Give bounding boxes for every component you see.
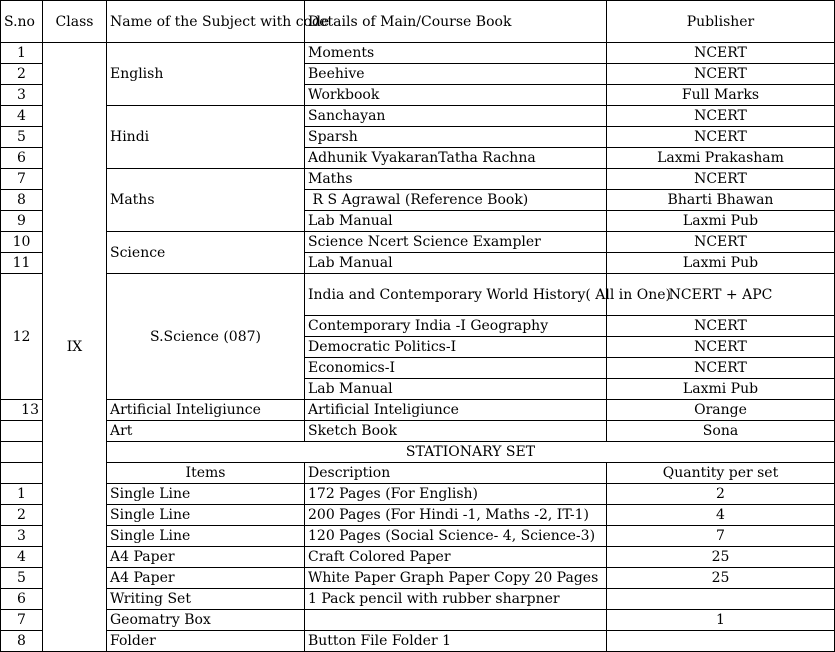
description <box>305 610 607 631</box>
publisher: NCERT + APC <box>607 274 835 316</box>
publisher: Laxmi Pub <box>607 211 835 232</box>
book-title: India and Contemporary World History( All in One) <box>305 274 607 316</box>
description: Craft Colored Paper <box>305 547 607 568</box>
table-row <box>1 505 835 526</box>
class-cell: IX <box>43 43 107 652</box>
row-sno: 2 <box>1 64 43 85</box>
row-sno: 6 <box>1 148 43 169</box>
subject-science: Science <box>107 232 305 274</box>
book-title: Contemporary India -I Geography <box>305 316 607 337</box>
row-sno: 4 <box>1 547 43 568</box>
publisher: Laxmi Prakasham <box>607 148 835 169</box>
subject-sscience: S.Science (087) <box>107 274 305 400</box>
book-title: R S Agrawal (Reference Book) <box>305 190 607 211</box>
row-sno: 1 <box>1 43 43 64</box>
table-row <box>1 547 835 568</box>
row-sno: 4 <box>1 106 43 127</box>
book-title: Workbook <box>305 85 607 106</box>
row-sno: 2 <box>1 505 43 526</box>
table-row <box>1 169 835 190</box>
book-title: Lab Manual <box>305 211 607 232</box>
header-details: Details of Main/Course Book <box>305 1 607 43</box>
item: Single Line <box>107 526 305 547</box>
row-sno: 10 <box>1 232 43 253</box>
header-items: Items <box>107 463 305 484</box>
item: Geomatry Box <box>107 610 305 631</box>
item: Writing Set <box>107 589 305 610</box>
book-title: Economics-I <box>305 358 607 379</box>
book-title: Moments <box>305 43 607 64</box>
stationary-header-row <box>1 463 835 484</box>
publisher: Laxmi Pub <box>607 253 835 274</box>
row-sno: 12 <box>1 274 43 400</box>
subject-maths: Maths <box>107 169 305 232</box>
publisher: NCERT <box>607 337 835 358</box>
publisher: NCERT <box>607 106 835 127</box>
table-row <box>1 232 835 253</box>
item: A4 Paper <box>107 547 305 568</box>
book-title: Sanchayan <box>305 106 607 127</box>
row-sno: 1 <box>1 484 43 505</box>
book-title: Democratic Politics-I <box>305 337 607 358</box>
table-row <box>1 631 835 652</box>
empty-cell <box>1 463 43 484</box>
table-row <box>1 106 835 127</box>
table-row <box>1 568 835 589</box>
publisher: NCERT <box>607 43 835 64</box>
item: Folder <box>107 631 305 652</box>
table-row <box>1 43 835 64</box>
description: 200 Pages (For Hindi -1, Maths -2, IT-1) <box>305 505 607 526</box>
book-title: Lab Manual <box>305 253 607 274</box>
table-row <box>1 274 835 316</box>
header-subject: Name of the Subject with code <box>107 1 305 43</box>
row-sno: 11 <box>1 253 43 274</box>
row-sno: 7 <box>1 169 43 190</box>
book-title: Lab Manual <box>305 379 607 400</box>
publisher: Bharti Bhawan <box>607 190 835 211</box>
quantity: 7 <box>607 526 835 547</box>
table-row <box>1 526 835 547</box>
row-sno: 3 <box>1 85 43 106</box>
item: Single Line <box>107 484 305 505</box>
quantity: 1 <box>607 610 835 631</box>
description: Button File Folder 1 <box>305 631 607 652</box>
book-title: Artificial Inteligiunce <box>305 400 607 421</box>
description: 1 Pack pencil with rubber sharpner <box>305 589 607 610</box>
stationary-title: STATIONARY SET <box>107 442 835 463</box>
table-row <box>1 421 835 442</box>
subject-ai: Artificial Inteligiunce <box>107 400 305 421</box>
header-row <box>1 1 835 43</box>
publisher: NCERT <box>607 232 835 253</box>
publisher: NCERT <box>607 358 835 379</box>
row-sno: 6 <box>1 589 43 610</box>
book-title: Adhunik VyakaranTatha Rachna <box>305 148 607 169</box>
row-sno: 9 <box>1 211 43 232</box>
item: Single Line <box>107 505 305 526</box>
description: 172 Pages (For English) <box>305 484 607 505</box>
publisher: Laxmi Pub <box>607 379 835 400</box>
quantity: 4 <box>607 505 835 526</box>
header-sno: S.no <box>1 1 43 43</box>
row-sno: 7 <box>1 610 43 631</box>
book-title: Sketch Book <box>305 421 607 442</box>
header-quantity: Quantity per set <box>607 463 835 484</box>
table-row <box>1 610 835 631</box>
stationary-title-row <box>1 442 835 463</box>
row-sno: 8 <box>1 190 43 211</box>
row-sno: 3 <box>1 526 43 547</box>
empty-cell <box>1 442 43 463</box>
publisher: NCERT <box>607 64 835 85</box>
subject-english: English <box>107 43 305 106</box>
quantity <box>607 589 835 610</box>
publisher: NCERT <box>607 127 835 148</box>
quantity: 25 <box>607 547 835 568</box>
publisher: Sona <box>607 421 835 442</box>
quantity: 25 <box>607 568 835 589</box>
row-sno: 5 <box>1 127 43 148</box>
publisher: Full Marks <box>607 85 835 106</box>
publisher: NCERT <box>607 169 835 190</box>
description: 120 Pages (Social Science- 4, Science-3) <box>305 526 607 547</box>
header-class: Class <box>43 1 107 43</box>
table-row <box>1 484 835 505</box>
publisher: NCERT <box>607 316 835 337</box>
quantity <box>607 631 835 652</box>
header-publisher: Publisher <box>607 1 835 43</box>
row-sno <box>1 421 43 442</box>
description: White Paper Graph Paper Copy 20 Pages <box>305 568 607 589</box>
item: A4 Paper <box>107 568 305 589</box>
book-title: Sparsh <box>305 127 607 148</box>
book-title: Maths <box>305 169 607 190</box>
quantity: 2 <box>607 484 835 505</box>
header-description: Description <box>305 463 607 484</box>
table-row <box>1 400 835 421</box>
row-sno: 13 <box>1 400 43 421</box>
row-sno: 5 <box>1 568 43 589</box>
subject-hindi: Hindi <box>107 106 305 169</box>
book-title: Science Ncert Science Exampler <box>305 232 607 253</box>
book-title: Beehive <box>305 64 607 85</box>
table-row <box>1 589 835 610</box>
row-sno: 8 <box>1 631 43 652</box>
subject-art: Art <box>107 421 305 442</box>
publisher: Orange <box>607 400 835 421</box>
